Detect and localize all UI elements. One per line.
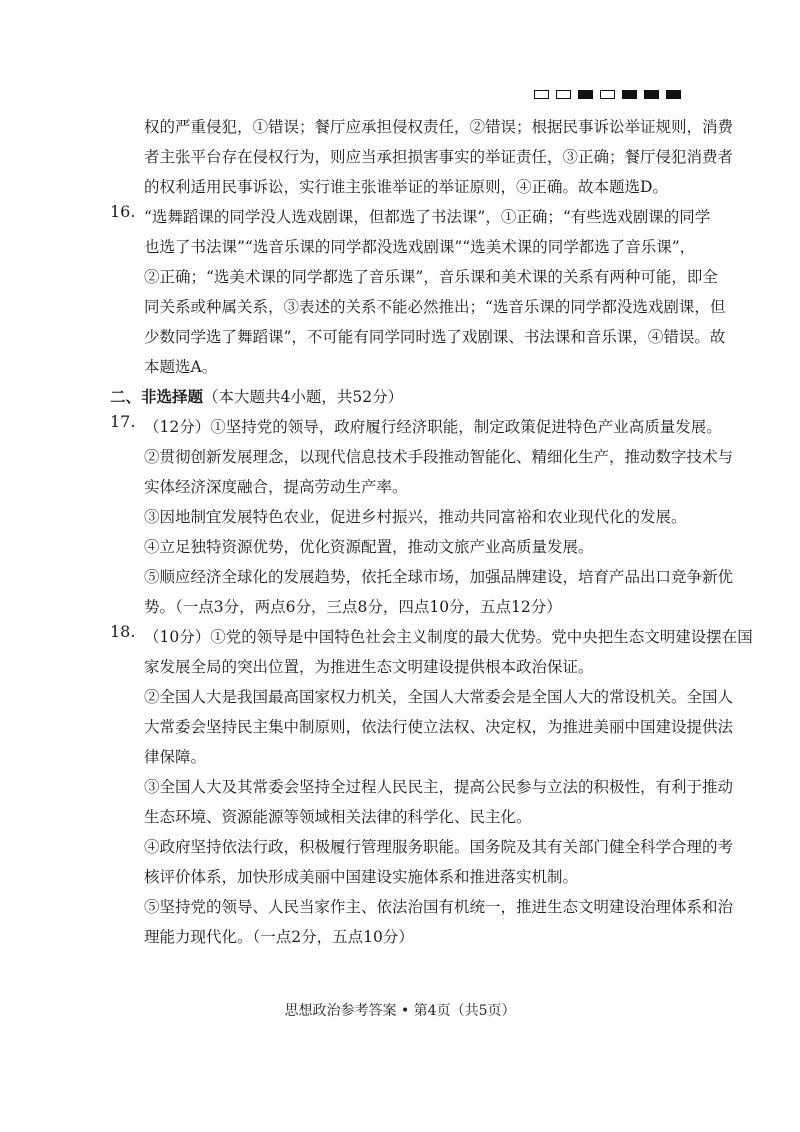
- text-line: 理能力现代化。（一点2分，五点10分）: [144, 928, 414, 946]
- text-line: 也选了书法课”“选音乐课的同学都没选戏剧课”“选美术课的同学都选了音乐课”，: [144, 238, 696, 256]
- question-number: 16.: [110, 202, 136, 221]
- text-line: 者主张平台存在侵权行为，则应当承担损害事实的举证责任，③正确；餐厅侵犯消费者: [144, 148, 734, 166]
- section-heading: [110, 382, 690, 412]
- q18-answer: [110, 622, 753, 952]
- q17-answer: [110, 412, 734, 622]
- text-line: ④立足独特资源优势，优化资源配置，推动文旅产业高质量发展。: [144, 538, 594, 556]
- text-line: 生态环境、资源能源等领域相关法律的科学化、民主化。: [144, 808, 532, 826]
- corner-mark: [622, 90, 637, 99]
- text-line: 核评价体系，加快形成美丽中国建设实施体系和推进落实机制。: [144, 868, 579, 886]
- text-line: 同关系或种属关系，③表述的关系不能必然推出；“选音乐课的同学都没选戏剧课，但: [144, 298, 726, 316]
- text-line: ②正确；“选美术课的同学都选了音乐课”，音乐课和美术课的关系有两种可能，即全: [144, 268, 718, 286]
- text-line: ③因地制宜发展特色农业，促进乡村振兴，推动共同富裕和农业现代化的发展。: [144, 508, 687, 526]
- text-line: 家发展全局的突出位置，为推进生态文明建设提供根本政治保证。: [144, 658, 594, 676]
- section-title: 二、非选择题: [110, 387, 204, 406]
- answer-page-body: [110, 112, 753, 952]
- corner-mark: [578, 90, 593, 99]
- text-line: 实体经济深度融合，提高劳动生产率。: [144, 478, 408, 496]
- corner-mark: [534, 90, 549, 99]
- text-line: 大常委会坚持民主集中制原则，依法行使立法权、决定权，为推进美丽中国建设提供法: [144, 718, 734, 736]
- text-line: “选舞蹈课的同学没人选戏剧课，但都选了书法课”，①正确；“有些选戏剧课的同学: [144, 208, 711, 226]
- text-line: ⑤坚持党的领导、人民当家作主、依法治国有机统一，推进生态文明建设治理体系和治: [144, 898, 734, 916]
- text-line: 本题选A。: [144, 358, 218, 376]
- q16-answer: [110, 202, 726, 382]
- text-line: 势。（一点3分，两点6分，三点8分，四点10分，五点12分）: [144, 598, 562, 616]
- section-note: （本大题共4小题，共52分）: [203, 388, 404, 406]
- question-number: 18.: [110, 622, 136, 641]
- text-line: 的权利适用民事诉讼，实行谁主张谁举证的举证原则，④正确。故本题选D。: [144, 178, 668, 196]
- text-line: （10分）①党的领导是中国特色社会主义制度的最大优势。党中央把生态文明建设摆在国: [144, 628, 753, 646]
- text-line: 少数同学选了舞蹈课”，不可能有同学同时选了戏剧课、书法课和音乐课，④错误。故: [144, 328, 726, 346]
- text-line: 律保障。: [144, 748, 207, 766]
- corner-mark: [644, 90, 659, 99]
- text-line: ④政府坚持依法行政，积极履行管理服务职能。国务院及其有关部门健全科学合理的考: [144, 838, 734, 856]
- text-line: ②全国人大是我国最高国家权力机关，全国人大常委会是全国人大的常设机关。全国人: [144, 688, 734, 706]
- corner-mark: [666, 90, 681, 99]
- text-line: （12分）①坚持党的领导，政府履行经济职能，制定政策促进特色产业高质量发展。: [144, 418, 722, 436]
- question-number: 17.: [110, 412, 136, 431]
- page-footer: 思想政治参考答案 • 第4页（共5页）: [284, 1003, 516, 1019]
- text-line: ②贯彻创新发展理念，以现代信息技术手段推动智能化、精细化生产，推动数字技术与: [144, 448, 734, 466]
- text-line: ⑤顺应经济全球化的发展趋势，依托全球市场，加强品牌建设，培育产品出口竞争新优: [144, 568, 734, 586]
- page-corner-marks: [534, 90, 681, 102]
- corner-mark: [600, 90, 615, 99]
- q15-continuation: [110, 112, 734, 202]
- text-line: 权的严重侵犯，①错误；餐厅应承担侵权责任，②错误；根据民事诉讼举证规则，消费: [144, 118, 734, 136]
- text-line: ③全国人大及其常委会坚持全过程人民民主，提高公民参与立法的积极性，有利于推动: [144, 778, 734, 796]
- corner-mark: [556, 90, 571, 99]
